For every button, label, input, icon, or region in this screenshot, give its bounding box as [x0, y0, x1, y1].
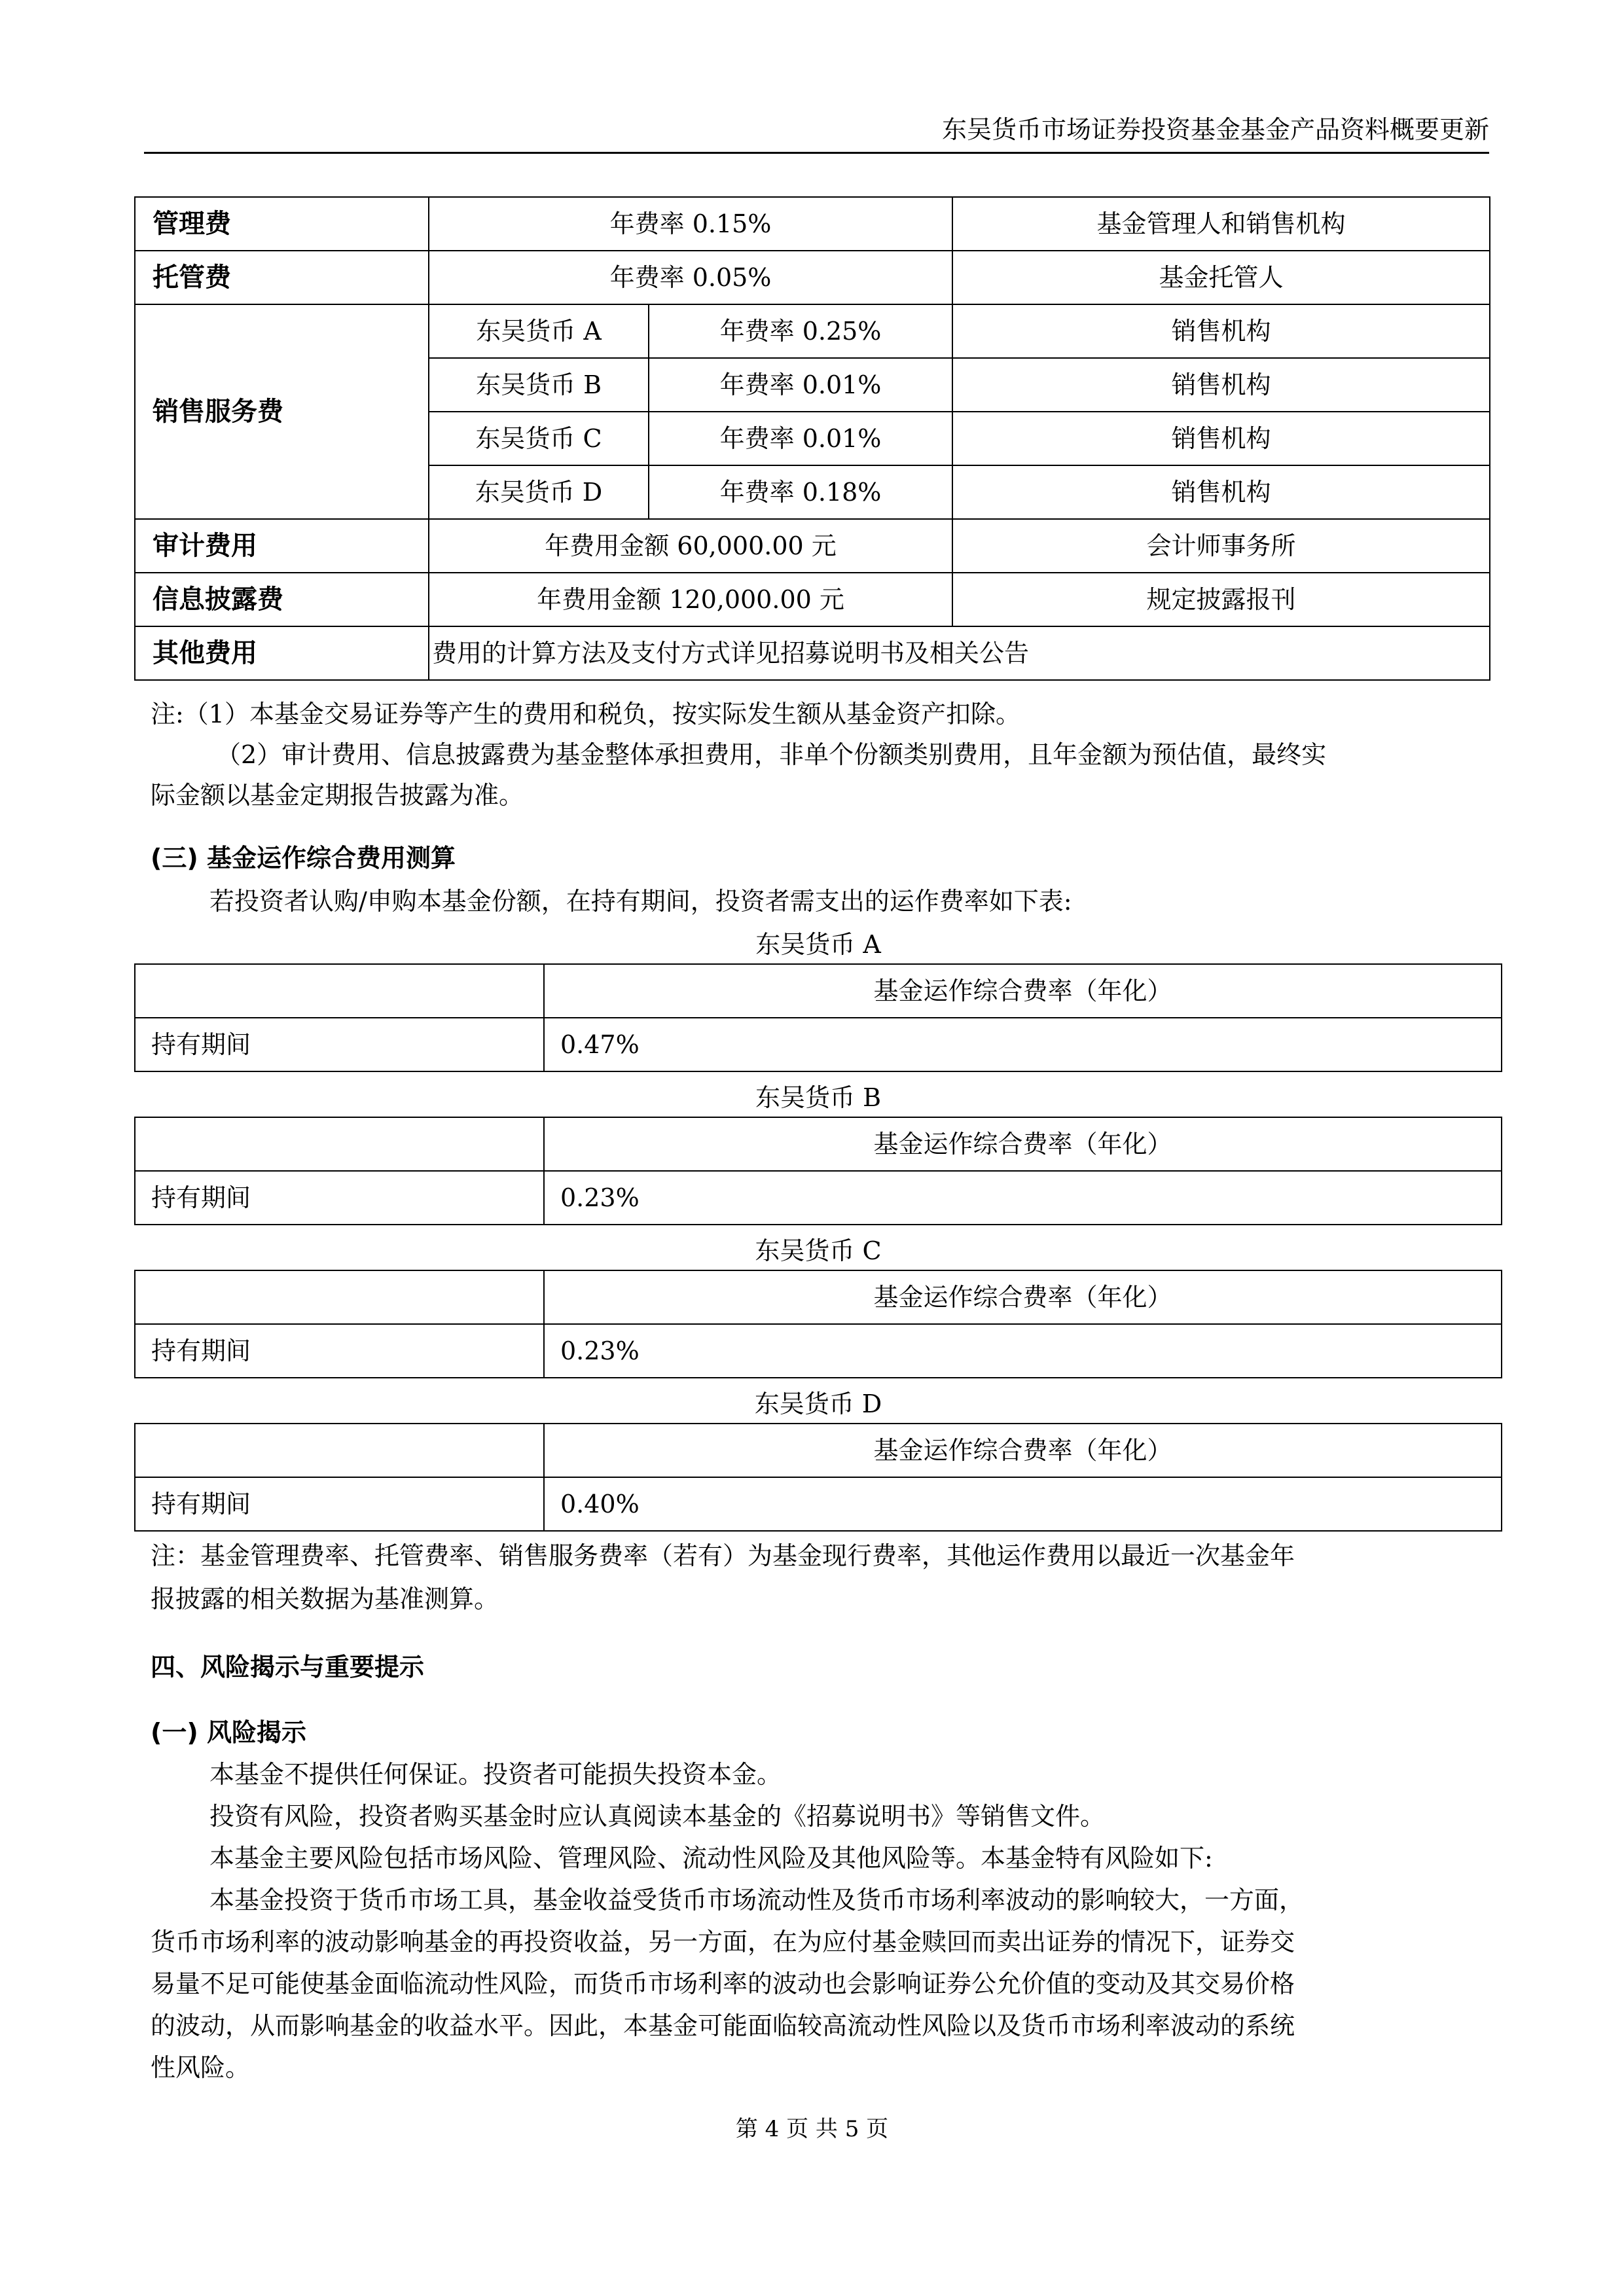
section-3-note-line-1: 注：基金管理费率、托管费率、销售服务费率（若有）为基金现行费率，其他运作费用以最近一次基金年: [151, 1541, 1295, 1570]
header-title: 东吴货币市场证券投资基金基金产品资料概要更新: [941, 115, 1489, 144]
rate-value: 0.47%: [544, 1018, 1502, 1071]
risk-paragraph-4-line-5: 性风险。: [151, 2053, 251, 2082]
risk-paragraph-4-line-4: 的波动，从而影响基金的收益水平。因此，本基金可能面临较高流动性风险以及货币市场利率波动的系统: [151, 2011, 1295, 2040]
page-header: [144, 111, 1489, 154]
empty-cell: [135, 1117, 544, 1171]
empty-cell: [135, 1424, 544, 1477]
table-row: [135, 1018, 1502, 1071]
fee-label: 管理费: [135, 197, 429, 251]
column-header: 基金运作综合费率（年化）: [544, 964, 1502, 1018]
table-caption: 东吴货币 C: [755, 1236, 882, 1265]
fee-rate: 年费率 0.25%: [649, 304, 952, 358]
fee-amount: 年费用金额 60,000.00 元: [429, 519, 952, 573]
rate-value: 0.40%: [544, 1477, 1502, 1531]
risk-paragraph-2: 投资有风险，投资者购买基金时应认真阅读本基金的《招募说明书》等销售文件。: [209, 1802, 1106, 1831]
fee-payee: 基金管理人和销售机构: [952, 197, 1490, 251]
operating-fee-table: [134, 1423, 1502, 1532]
note-1: 注:（1）本基金交易证券等产生的费用和税负，按实际发生额从基金资产扣除。: [151, 700, 1020, 728]
fee-payee: 销售机构: [952, 304, 1490, 358]
row-label: 持有期间: [135, 1477, 544, 1531]
fee-payee: 会计师事务所: [952, 519, 1490, 573]
share-class: 东吴货币 C: [429, 412, 649, 465]
empty-cell: [135, 1270, 544, 1324]
fee-payee: 基金托管人: [952, 251, 1490, 304]
section-3-intro: 若投资者认购/申购本基金份额，在持有期间，投资者需支出的运作费率如下表:: [209, 887, 1072, 916]
fee-amount: 年费用金额 120,000.00 元: [429, 573, 952, 626]
table-row: [135, 1424, 1502, 1477]
risk-paragraph-4-line-2: 货币市场利率的波动影响基金的再投资收益，另一方面，在为应付基金赎回而卖出证券的情况下，证券交: [151, 1928, 1295, 1956]
risk-paragraph-3: 本基金主要风险包括市场风险、管理风险、流动性风险及其他风险等。本基金特有风险如下:: [209, 1844, 1213, 1873]
operating-fee-table: [134, 1117, 1502, 1225]
table-row: [135, 626, 1490, 680]
fee-label: 销售服务费: [135, 304, 429, 519]
fee-other-text: 费用的计算方法及支付方式详见招募说明书及相关公告: [429, 626, 1490, 680]
table-caption: 东吴货币 A: [755, 930, 881, 959]
section-4-title: 四、风险揭示与重要提示: [151, 1653, 425, 1681]
table-row: [135, 1270, 1502, 1324]
table-row: [135, 1324, 1502, 1378]
section-3-title: (三) 基金运作综合费用测算: [151, 844, 456, 872]
risk-paragraph-1: 本基金不提供任何保证。投资者可能损失投资本金。: [209, 1760, 782, 1789]
fee-rate: 年费率 0.18%: [649, 465, 952, 519]
column-header: 基金运作综合费率（年化）: [544, 1117, 1502, 1171]
column-header: 基金运作综合费率（年化）: [544, 1270, 1502, 1324]
table-row: [135, 251, 1490, 304]
fee-label: 审计费用: [135, 519, 429, 573]
column-header: 基金运作综合费率（年化）: [544, 1424, 1502, 1477]
share-class: 东吴货币 A: [429, 304, 649, 358]
fee-rate: 年费率 0.15%: [429, 197, 952, 251]
table-row: [135, 1477, 1502, 1531]
table-row: [135, 1117, 1502, 1171]
fee-table: [134, 196, 1490, 681]
empty-cell: [135, 964, 544, 1018]
table-row: [135, 964, 1502, 1018]
rate-value: 0.23%: [544, 1171, 1502, 1225]
fee-rate: 年费率 0.01%: [649, 358, 952, 412]
rate-value: 0.23%: [544, 1324, 1502, 1378]
section-3-note-line-2: 报披露的相关数据为基准测算。: [151, 1585, 499, 1613]
table-row: [135, 197, 1490, 251]
fee-payee: 规定披露报刊: [952, 573, 1490, 626]
risk-paragraph-4-line-1: 本基金投资于货币市场工具，基金收益受货币市场流动性及货币市场利率波动的影响较大，一方面，: [209, 1886, 1305, 1914]
page-number: 第 4 页 共 5 页: [735, 2116, 889, 2142]
section-4-subtitle: (一) 风险揭示: [151, 1718, 306, 1747]
share-class: 东吴货币 D: [429, 465, 649, 519]
fee-label: 信息披露费: [135, 573, 429, 626]
fee-payee: 销售机构: [952, 358, 1490, 412]
note-2-line-2: 际金额以基金定期报告披露为准。: [151, 781, 524, 810]
row-label: 持有期间: [135, 1018, 544, 1071]
fee-payee: 销售机构: [952, 412, 1490, 465]
table-row: [135, 573, 1490, 626]
fee-label: 托管费: [135, 251, 429, 304]
table-caption: 东吴货币 B: [755, 1083, 881, 1112]
fee-rate: 年费率 0.01%: [649, 412, 952, 465]
operating-fee-table: [134, 1270, 1502, 1378]
table-row: [135, 519, 1490, 573]
row-label: 持有期间: [135, 1171, 544, 1225]
note-2-line-1: （2）审计费用、信息披露费为基金整体承担费用，非单个份额类别费用，且年金额为预估值，最终实: [216, 740, 1327, 769]
table-caption: 东吴货币 D: [754, 1390, 882, 1418]
row-label: 持有期间: [135, 1324, 544, 1378]
fee-rate: 年费率 0.05%: [429, 251, 952, 304]
operating-fee-table: [134, 963, 1502, 1072]
share-class: 东吴货币 B: [429, 358, 649, 412]
fee-label: 其他费用: [135, 626, 429, 680]
table-row: [135, 304, 1490, 358]
fee-payee: 销售机构: [952, 465, 1490, 519]
risk-paragraph-4-line-3: 易量不足可能使基金面临流动性风险，而货币市场利率的波动也会影响证券公允价值的变动及其交易价格: [151, 1969, 1295, 1998]
table-row: [135, 1171, 1502, 1225]
